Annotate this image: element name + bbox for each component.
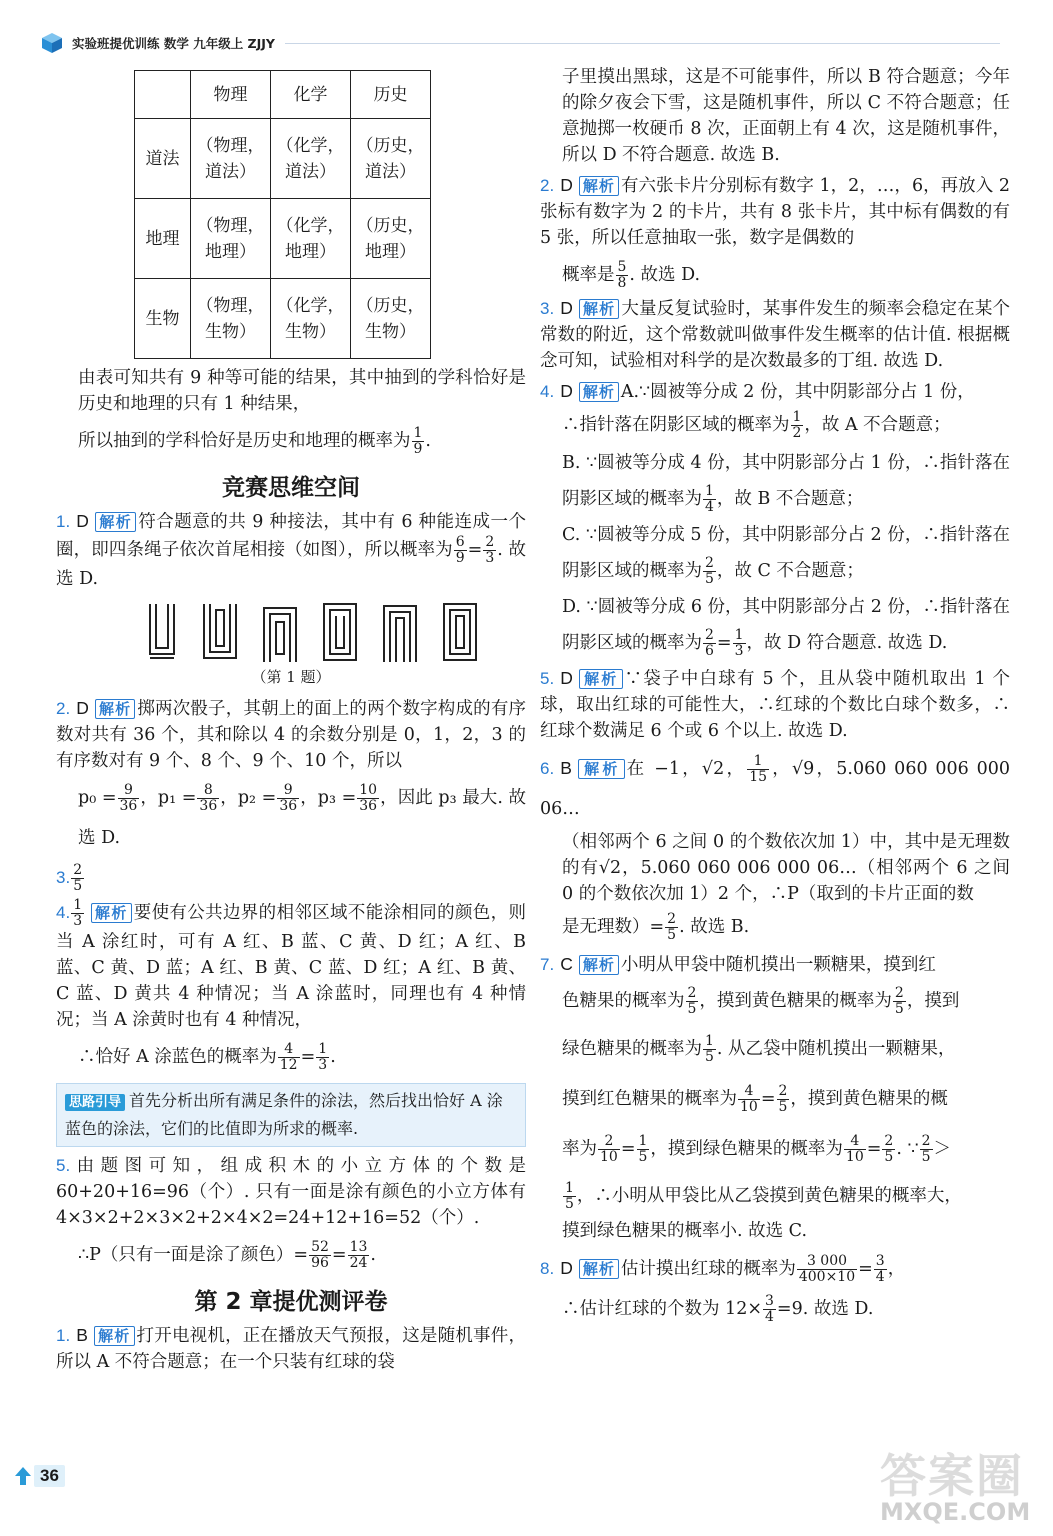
numerator: 4 [278, 1042, 300, 1058]
table-cell: （物理，道法） [191, 119, 271, 199]
section-title-contest: 竞赛思维空间 [222, 475, 360, 501]
numerator: 1 [705, 1033, 714, 1049]
text: ，摸到 [906, 991, 960, 1011]
fraction [791, 410, 804, 441]
review-question-1 [56, 1322, 526, 1375]
denominator: 3 [318, 1057, 328, 1073]
review-question-7-g: 摸到绿色糖果的概率小. 故选 C. [562, 1221, 808, 1241]
review-question-4-b [540, 445, 1010, 517]
text: ， [887, 1259, 906, 1279]
review-question-1-continued: 子里摸出黑球，这是不可能事件，所以 B 符合题意；今年的除夕夜会下雪，这是随机事件，所以 C 不符合题意；任意抛掷一枚硬币 8 次，正面朝上有 4 次，这是随机事件，所以 D 不符合题意. 故选 B. [562, 67, 1010, 165]
fraction [348, 1240, 370, 1271]
question-number: 2. [56, 699, 71, 718]
fraction [665, 912, 678, 943]
header-title: 实验班提优训练 数学 九年级上 ZJJY [72, 36, 275, 51]
table-column-header: 化学 [271, 71, 351, 119]
review-question-8-conclusion [540, 1289, 1010, 1329]
fraction [763, 1294, 776, 1325]
numerator: 52 [311, 1239, 329, 1255]
question-5-conclusion: ∴P（只有一面是涂了颜色）= $\frac{52}{96}$ = $\frac{13}{24}$ . [78, 1239, 376, 1271]
denominator: 36 [359, 798, 378, 814]
analysis-tag: 解析 [91, 903, 132, 923]
table-cell: （物理，地理） [191, 199, 271, 279]
denominator: 5 [705, 1049, 714, 1065]
text: A.∵圆被等分成 2 份，其中阴影部分占 1 份， [620, 382, 975, 402]
review-question-5 [540, 665, 1010, 744]
header-rule [285, 43, 1000, 44]
review-question-6-body: （相邻两个 6 之间 0 的个数依次加 1）中，其中是无理数的有√2，5.060 060 006 000 06…（相邻两个 6 之间 0 的个数依次加 1）2 个，∴P（取到的卡片正面的数 [562, 832, 1010, 904]
analysis-tag: 解析 [95, 699, 136, 719]
rope-shape-5 [380, 602, 420, 664]
fraction [738, 1084, 760, 1115]
cube-logo-icon [40, 32, 64, 54]
fraction [412, 426, 425, 457]
numerator: 5 [617, 259, 627, 275]
review-question-3 [540, 295, 1010, 374]
question-number: 5. [540, 669, 555, 688]
analysis-tag: 解析 [579, 176, 619, 196]
question-number: 2. [540, 176, 555, 195]
text: 率为 [562, 1139, 597, 1159]
numerator: 3 [765, 1293, 774, 1309]
hint-text: 首先分析出所有满足条件的涂法，然后找出恰好 A 涂蓝色的涂法，它们的比值即为所求的概率. [65, 1091, 503, 1138]
text: ∴估计红球的个数为 12× [562, 1299, 762, 1319]
text: ，因此 p₃ 最大. 故选 D. [78, 788, 526, 848]
text: p₀ = [78, 788, 117, 808]
question-number: 4. [56, 903, 71, 922]
text: 有六张卡片分别标有数字 1，2，…，6，再放入 2 张标有数字为 2 的卡片，共有 8 张卡片，其中标有偶数的有 5 张，所以任意抽取一张，数字是偶数的 [540, 176, 1010, 248]
question-number: 1. [56, 1326, 71, 1345]
text: 摸到红色糖果的概率为 [562, 1089, 737, 1109]
denominator: 9 [413, 441, 423, 457]
hint-tag: 思路引导 [65, 1094, 125, 1111]
table-row [135, 279, 431, 359]
numerator: 1 [638, 1133, 648, 1149]
numerator: 2 [598, 1134, 620, 1150]
denominator: 10 [600, 1149, 618, 1165]
numerator: 1 [413, 425, 423, 441]
table-cell: （化学，地理） [271, 199, 351, 279]
section-title-chapter-test: 第 2 章提优测评卷 [194, 1289, 388, 1315]
denominator: 2 [792, 425, 802, 441]
rope-shape-3 [260, 602, 300, 664]
numerator: 2 [667, 911, 677, 927]
watermark-logo: 答案圈 [880, 1449, 1024, 1503]
fraction [357, 783, 379, 814]
question-number: 1. [56, 512, 71, 531]
text: . 故选 D. [629, 265, 701, 285]
text: 符合题意的共 9 种接法，其中有 6 种能连成一个圈，即四条绳子依次首尾相接（如图），所以概率为 [56, 512, 526, 560]
fraction [278, 1042, 300, 1073]
hint-box [56, 1083, 526, 1147]
fraction [777, 1084, 790, 1115]
review-question-2 [540, 172, 1010, 251]
denominator: 24 [349, 1255, 368, 1271]
answer: B [560, 758, 572, 778]
denominator: 15 [749, 769, 768, 785]
denominator: 3 [73, 913, 83, 929]
table-row-header: 道法 [135, 119, 191, 199]
subject-table [134, 70, 431, 359]
numerator: 9 [277, 783, 299, 799]
denominator: 10 [845, 1149, 864, 1165]
table-probability: 所以抽到的学科恰好是历史和地理的概率为 $\frac{1}{9}$ . [78, 425, 431, 457]
review-question-7-f [540, 1174, 1010, 1218]
review-question-7-e: 率为 $\frac{2}{10}$ = $\frac{1}{5}$ ，摸到绿色糖果的概率为 $\frac{4}{10}$ = $\frac{2}{5}$ . ∵ $\frac{2}{5}$ ＞ [562, 1133, 952, 1165]
text: 估计摸出红球的概率为 [620, 1259, 796, 1279]
text: 大量反复试验时，某事件发生的频率会稳定在某个常数的附近，这个常数就叫做事件发生概率的估计值. 根据概念可知，试验相对科学的是次数最多的丁组. 故选 D. [540, 299, 1010, 371]
denominator: 5 [894, 1001, 904, 1017]
denominator: 4 [765, 1309, 774, 1325]
denominator: 5 [705, 571, 714, 587]
text: 色糖果的概率为 [562, 991, 685, 1011]
fraction [844, 1134, 866, 1165]
table-row [135, 199, 431, 279]
fraction [309, 1240, 331, 1271]
fraction [71, 898, 84, 929]
text: 所以抽到的学科恰好是历史和地理的概率为 [78, 431, 411, 451]
text: 绿色糖果的概率为 [562, 1039, 702, 1059]
question-3 [56, 858, 526, 898]
table-conclusion: 由表可知共有 9 种等可能的结果，其中抽到的学科恰好是历史和地理的只有 1 种结果， [78, 368, 526, 414]
table-cell: （历史，地理） [351, 199, 431, 279]
page-header [40, 30, 1000, 56]
analysis-tag: 解析 [579, 299, 620, 319]
text: ，故 B 不合题意； [716, 489, 864, 509]
fraction [920, 1134, 933, 1165]
left-column [56, 64, 526, 1375]
denominator: 5 [565, 1196, 574, 1212]
text: 由题图可知，组成积木的小立方体的个数是 60+20+16=96（个）. 只有一面是涂有颜色的小立方体有 4×3×2+2×3×2+2×4×2=24+12+16=52（个）. [56, 1156, 526, 1228]
denominator: 5 [638, 1149, 648, 1165]
text: ∴指针落在阴影区域的概率为 [562, 415, 790, 435]
page-number-text: 36 [34, 1465, 65, 1487]
question-1: 1. D 解析 符合题意的共 9 种接法，其中有 6 种能连成一个圈，即四条绳子依次首尾相接（如图），所以概率为 $\frac{6}{9}$ = $\frac{2}{3}$ . 故选 D. [56, 511, 526, 589]
numerator: 2 [894, 985, 904, 1001]
numerator: 2 [921, 1133, 931, 1149]
fraction [893, 986, 906, 1017]
watermark [880, 1440, 1040, 1530]
text: 打开电视机，正在播放天气预报，这是随机事件，所以 A 不符合题意；在一个只装有红球的袋 [56, 1326, 526, 1372]
text: . 从乙袋中随机摸出一颗糖果， [716, 1039, 956, 1059]
text: ，摸到绿色糖果的概率为 [650, 1139, 843, 1159]
review-question-4-a [540, 405, 1010, 445]
answer: D [560, 381, 573, 401]
text: ＞ [933, 1139, 952, 1159]
analysis-tag: 解析 [95, 512, 136, 532]
review-question-7-d: 摸到红色糖果的概率为 $\frac{4}{10}$ = $\frac{2}{5}$ ，摸到黄色糖果的概 [562, 1083, 948, 1115]
numerator: 13 [349, 1239, 368, 1255]
page-number [14, 1465, 65, 1487]
text: . 故选 D. [56, 540, 526, 589]
answer: C [560, 954, 573, 974]
text: ，p₁ = [140, 788, 197, 808]
question-2-probabilities [56, 778, 526, 858]
answer: D [560, 175, 573, 195]
review-question-7-c [540, 1024, 1010, 1074]
numerator: 2 [485, 534, 495, 550]
text: 小明从甲袋中随机摸出一颗糖果，摸到红 [620, 955, 936, 975]
fraction [563, 1181, 576, 1212]
question-number: 7. [540, 955, 555, 974]
table-cell: （物理，生物） [191, 279, 271, 359]
watermark-url: MXQE.COM [880, 1498, 1031, 1526]
analysis-tag: 解析 [579, 382, 619, 402]
analysis-tag: 解析 [579, 669, 623, 689]
denominator: 3 [485, 550, 495, 566]
fraction [277, 783, 299, 814]
fraction [703, 1034, 716, 1065]
text: 概率是 [562, 265, 615, 285]
denominator: 5 [884, 1149, 894, 1165]
numerator: 4 [738, 1084, 760, 1100]
text: ，p₂ = [220, 788, 277, 808]
table-row-header: 生物 [135, 279, 191, 359]
review-question-4-c [540, 517, 1010, 589]
question-number: 3. [56, 868, 71, 887]
table-header-row [135, 71, 431, 119]
rope-shape-2 [200, 602, 240, 664]
fraction [118, 783, 140, 814]
numerator: 9 [118, 783, 140, 799]
answer: D [560, 298, 573, 318]
analysis-tag: 解析 [578, 759, 625, 779]
review-question-8: 8. D 解析 估计摸出红球的概率为 $\frac{3 000}{400\times 10}$ = $\frac{3}{4}$ ， [540, 1253, 906, 1285]
numerator: 10 [359, 782, 378, 798]
numerator: 1 [747, 754, 769, 770]
numerator: 1 [318, 1041, 328, 1057]
denominator: 3 [734, 643, 744, 659]
text: ∴P（只有一面是涂了颜色）= [78, 1245, 309, 1265]
denominator: 36 [199, 798, 218, 814]
fraction [483, 535, 496, 566]
denominator: 10 [740, 1099, 758, 1115]
fraction [616, 260, 629, 291]
numerator: 2 [687, 985, 697, 1001]
table-corner [135, 71, 191, 119]
analysis-tag: 解析 [94, 1326, 135, 1346]
question-number: 5. [56, 1156, 71, 1175]
table-cell: （历史，生物） [351, 279, 431, 359]
fraction [316, 1042, 329, 1073]
denominator: 6 [705, 643, 714, 659]
denominator: 5 [667, 927, 677, 943]
numerator: 3 [875, 1253, 885, 1269]
denominator: 4 [705, 499, 714, 515]
review-question-4-d: D. ∵圆被等分成 6 份，其中阴影部分占 2 份，∴指针落在阴影区域的概率为 $\frac{2}{6}$ = $\frac{1}{3}$ ，故 D 符合题意. 故选 D. [562, 597, 1010, 659]
rope-shape-1 [144, 602, 180, 664]
text: 掷两次骰子，其朝上的面上的两个数字构成的有序数对共有 36 个，其和除以 4 的余数分别是 0，1，2，3 的有序数对有 9 个、8 个、9 个、10 个，所以 [56, 699, 526, 771]
denominator: 36 [119, 798, 138, 814]
review-question-4 [540, 378, 1010, 405]
fraction [197, 783, 219, 814]
text: ，故 D 符合题意. 故选 D. [746, 633, 948, 653]
text: C. ∵圆被等分成 5 份，其中阴影部分占 2 份，∴指针落在阴影区域的概率为 [562, 525, 1010, 581]
numerator: 3 000 [797, 1254, 857, 1270]
fraction [733, 628, 746, 659]
answer: D [560, 668, 573, 688]
numerator: 4 [844, 1134, 866, 1150]
numerator: 8 [197, 783, 219, 799]
numerator: 2 [778, 1083, 788, 1099]
text: ，∴小明从甲袋比从乙袋摸到黄色糖果的概率大， [576, 1186, 962, 1206]
denominator: 400×10 [798, 1269, 856, 1285]
analysis-tag: 解析 [579, 955, 619, 975]
text: ，故 C 不合题意； [716, 561, 864, 581]
text: ∵袋子中白球有 5 个，且从袋中随机取出 1 个球，取出红球的可能性大，∴红球的个数比白球个数多，∴红球个数满足 6 个或 6 个以上. 故选 D. [540, 669, 1010, 741]
text: ，故 A 不合题意； [804, 415, 951, 435]
question-4 [56, 898, 526, 1033]
fraction [703, 628, 716, 659]
question-2 [56, 695, 526, 774]
fraction [874, 1254, 887, 1285]
answer: B [76, 1325, 88, 1345]
fraction [71, 863, 84, 894]
table-cell: （化学，生物） [271, 279, 351, 359]
question-number: 3. [540, 299, 555, 318]
table-cell: （化学，道法） [271, 119, 351, 199]
question-number: 8. [540, 1259, 555, 1278]
denominator: 8 [617, 275, 627, 291]
denominator: 12 [279, 1057, 298, 1073]
numerator: 1 [565, 1180, 574, 1196]
question-number: 4. [540, 382, 555, 401]
denominator: 5 [921, 1149, 931, 1165]
numerator: 2 [705, 627, 714, 643]
text: 在 −1，√2， [626, 759, 747, 779]
fraction [797, 1254, 857, 1285]
denominator: 96 [311, 1255, 329, 1271]
text: . ∵ [896, 1139, 919, 1159]
fraction [703, 484, 716, 515]
denominator: 5 [778, 1099, 788, 1115]
answer: D [76, 698, 89, 718]
denominator: 9 [455, 550, 465, 566]
numerator: 6 [455, 534, 465, 550]
review-question-7-b [540, 978, 1010, 1024]
denominator: 36 [279, 798, 298, 814]
numerator: 2 [705, 555, 714, 571]
question-number: 6. [540, 759, 555, 778]
fraction [598, 1134, 620, 1165]
rope-shape-6 [440, 602, 480, 664]
text: ，p₃ = [300, 788, 357, 808]
numerator: 1 [73, 897, 83, 913]
text: 是无理数）= [562, 917, 665, 937]
text: =9. 故选 D. [776, 1299, 874, 1319]
table-column-header: 物理 [191, 71, 271, 119]
rope-figure [144, 602, 526, 664]
fraction [703, 556, 716, 587]
text: D. ∵圆被等分成 6 份，其中阴影部分占 2 份，∴指针落在阴影区域的概率为 [562, 597, 1010, 653]
answer: D [560, 1258, 573, 1278]
table-row [135, 119, 431, 199]
text: 要使有公共边界的相邻区域不能涂相同的颜色，则当 A 涂红时，可有 A 红、B 蓝、C 黄、D 红；A 红、B 蓝、C 黄、D 蓝；A 红、B 黄、C 蓝、D 红；A 红、B 黄、C 蓝、D 黄共 4 种情况；当 A 涂蓝时，同理也有 4 种情况；当 A 涂黄时也有 4 种情况， [56, 903, 526, 1030]
answer: D [76, 511, 89, 531]
text: . 故选 B. [679, 917, 750, 937]
fraction [686, 986, 699, 1017]
fraction [747, 754, 769, 785]
numerator: 1 [705, 483, 714, 499]
denominator: 5 [687, 1001, 697, 1017]
fraction [882, 1134, 895, 1165]
review-question-6-conclusion [540, 907, 1010, 947]
review-question-7 [540, 951, 1010, 978]
numerator: 2 [884, 1133, 894, 1149]
numerator: 1 [734, 627, 744, 643]
numerator: 1 [792, 409, 802, 425]
text: ∴恰好 A 涂蓝色的概率为 [78, 1047, 277, 1067]
right-column [540, 64, 1010, 1329]
table-cell: （历史，道法） [351, 119, 431, 199]
text: ，√9，5.060 060 006 000 06… [540, 759, 1010, 819]
fraction [637, 1134, 650, 1165]
question-5 [56, 1153, 526, 1231]
rope-shape-4 [320, 602, 360, 664]
page-arrow-icon [14, 1466, 32, 1486]
review-question-2-conclusion [540, 255, 1010, 295]
fraction [454, 535, 467, 566]
numerator: 2 [73, 862, 83, 878]
table-column-header: 历史 [351, 71, 431, 119]
analysis-tag: 解析 [579, 1259, 619, 1279]
text: ，摸到黄色糖果的概率为 [699, 991, 892, 1011]
text: B. ∵圆被等分成 4 份，其中阴影部分占 1 份，∴指针落在阴影区域的概率为 [562, 453, 1010, 509]
denominator: 4 [875, 1269, 885, 1285]
denominator: 5 [73, 878, 83, 894]
table-row-header: 地理 [135, 199, 191, 279]
question-4-conclusion: ∴恰好 A 涂蓝色的概率为 $\frac{4}{12}$ = $\frac{1}{3}$ . [78, 1041, 336, 1073]
review-question-6 [540, 748, 1010, 829]
figure-caption: （第 1 题） [251, 668, 331, 686]
text: ，摸到黄色糖果的概 [790, 1089, 948, 1109]
